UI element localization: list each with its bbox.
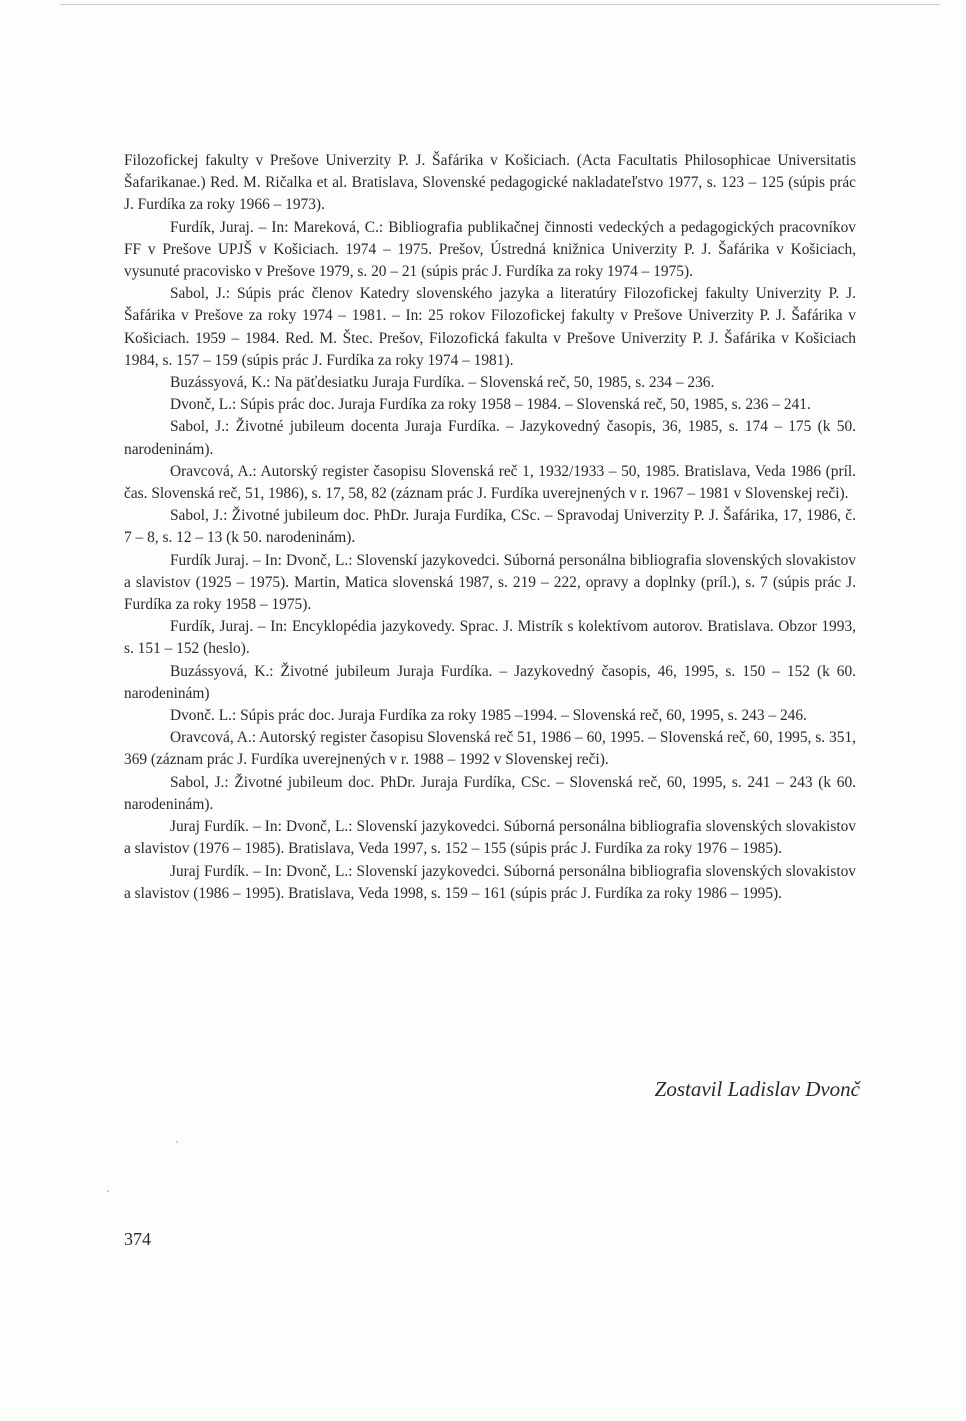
bibliography-entry: Sabol, J.: Životné jubileum doc. PhDr. Juraja Furdíka, CSc. – Spravodaj Univerzity P. J. Šafárika, 17, 1986, č. 7 – 8, s. 12 – 13 (k 50. narodeninám). xyxy=(124,507,856,547)
page-number: 374 xyxy=(124,1229,151,1249)
scan-speck xyxy=(107,1190,109,1192)
bibliography-entry: Furdík, Juraj. – In: Encyklopédia jazykovedy. Sprac. J. Mistrík s kolektívom autorov. Bratislava. Obzor 1993, s. 151 – 152 (heslo). xyxy=(124,618,856,658)
bibliography-entry: Furdík, Juraj. – In: Mareková, C.: Bibliografia publikačnej činnosti vedeckých a pedagogických pracovníkov FF v Prešove UPJŠ v Košiciach. 1974 – 1975. Prešov, Ústredná knižnica Univerzity P. J. Šafárika v Košiciach, vysunuté pracovisko v Prešove 1979, s. 20 – 21 (súpis prác J. Furdíka za roky 1974 – 1975). xyxy=(124,218,856,281)
bibliography-list xyxy=(124,150,856,905)
scan-speck xyxy=(176,1141,178,1143)
scan-top-edge xyxy=(60,4,940,5)
bibliography-entry: Oravcová, A.: Autorský register časopisu Slovenská reč 51, 1986 – 60, 1995. – Slovenská reč, 60, 1995, s. 351, 369 (záznam prác J. Furdíka uverejnených v r. 1988 – 1992 v Slovenskej reči). xyxy=(124,729,856,769)
bibliography-entry: Filozofickej fakulty v Prešove Univerzity P. J. Šafárika v Košiciach. (Acta Facultatis Philosophicae Universitatis Šafarikanae.) Red. M. Ričalka et al. Bratislava, Slovenské pedagogické nakladateľstvo 1977, s. 123 – 125 (súpis prác J. Furdíka za roky 1966 – 1973). xyxy=(124,152,856,214)
bibliography-entry: Buzássyová, K.: Životné jubileum Juraja Furdíka. – Jazykovedný časopis, 46, 1995, s. 150 – 152 (k 60. narodeninám) xyxy=(124,662,856,702)
bibliography-entry: Furdík Juraj. – In: Dvonč, L.: Slovenskí jazykovedci. Súborná personálna bibliografia slovenských slovakistov a slavistov (1925 – 1975). Martin, Matica slovenská 1987, s. 219 – 222, opravy a doplnky (príl.), s. 7 (súpis prác J. Furdíka za roky 1958 – 1975). xyxy=(124,551,856,614)
bibliography-entry: Sabol, J.: Životné jubileum docenta Juraja Furdíka. – Jazykovedný časopis, 36, 1985, s. 174 – 175 (k 50. narodeninám). xyxy=(124,418,856,458)
compiler-signature: Zostavil Ladislav Dvonč xyxy=(654,1077,860,1101)
bibliography-entry: Sabol, J.: Súpis prác členov Katedry slovenského jazyka a literatúry Filozofickej fakulty Univerzity P. J. Šafárika v Prešove za roky 1974 – 1981. – In: 25 rokov Filozofickej fakulty v Prešove Univerzity P. J. Šafárika v Košiciach. 1959 – 1984. Red. M. Štec. Prešov, Filozofická fakulta v Prešove Univerzity P. J. Šafárika v Košiciach 1984, s. 157 – 159 (súpis prác J. Furdíka za roky 1974 – 1981). xyxy=(124,285,856,369)
bibliography-entry: Juraj Furdík. – In: Dvonč, L.: Slovenskí jazykovedci. Súborná personálna bibliografia slovenských slovakistov a slavistov (1986 – 1995). Bratislava, Veda 1998, s. 159 – 161 (súpis prác J. Furdíka za roky 1986 – 1995). xyxy=(124,862,856,902)
bibliography-entry: Dvonč, L.: Súpis prác doc. Juraja Furdíka za roky 1958 – 1984. – Slovenská reč, 50, 1985, s. 236 – 241. xyxy=(170,396,811,414)
bibliography-entry: Juraj Furdík. – In: Dvonč, L.: Slovenskí jazykovedci. Súborná personálna bibliografia slovenských slovakistov a slavistov (1976 – 1985). Bratislava, Veda 1997, s. 152 – 155 (súpis prác J. Furdíka za roky 1976 – 1985). xyxy=(124,818,856,858)
bibliography-entry: Sabol, J.: Životné jubileum doc. PhDr. Juraja Furdíka, CSc. – Slovenská reč, 60, 1995, s. 241 – 243 (k 60. narodeninám). xyxy=(124,773,856,813)
bibliography-entry: Dvonč. L.: Súpis prác doc. Juraja Furdíka za roky 1985 –1994. – Slovenská reč, 60, 1995, s. 243 – 246. xyxy=(170,707,807,725)
bibliography-entry: Oravcová, A.: Autorský register časopisu Slovenská reč 1, 1932/1933 – 50, 1985. Bratislava, Veda 1986 (príl. čas. Slovenská reč, 51, 1986), s. 17, 58, 82 (záznam prác J. Furdíka uverejnených v r. 1967 – 1981 v Slovenskej reči). xyxy=(124,462,856,503)
bibliography-entry: Buzássyová, K.: Na päťdesiatku Juraja Furdíka. – Slovenská reč, 50, 1985, s. 234 – 236. xyxy=(170,374,715,392)
